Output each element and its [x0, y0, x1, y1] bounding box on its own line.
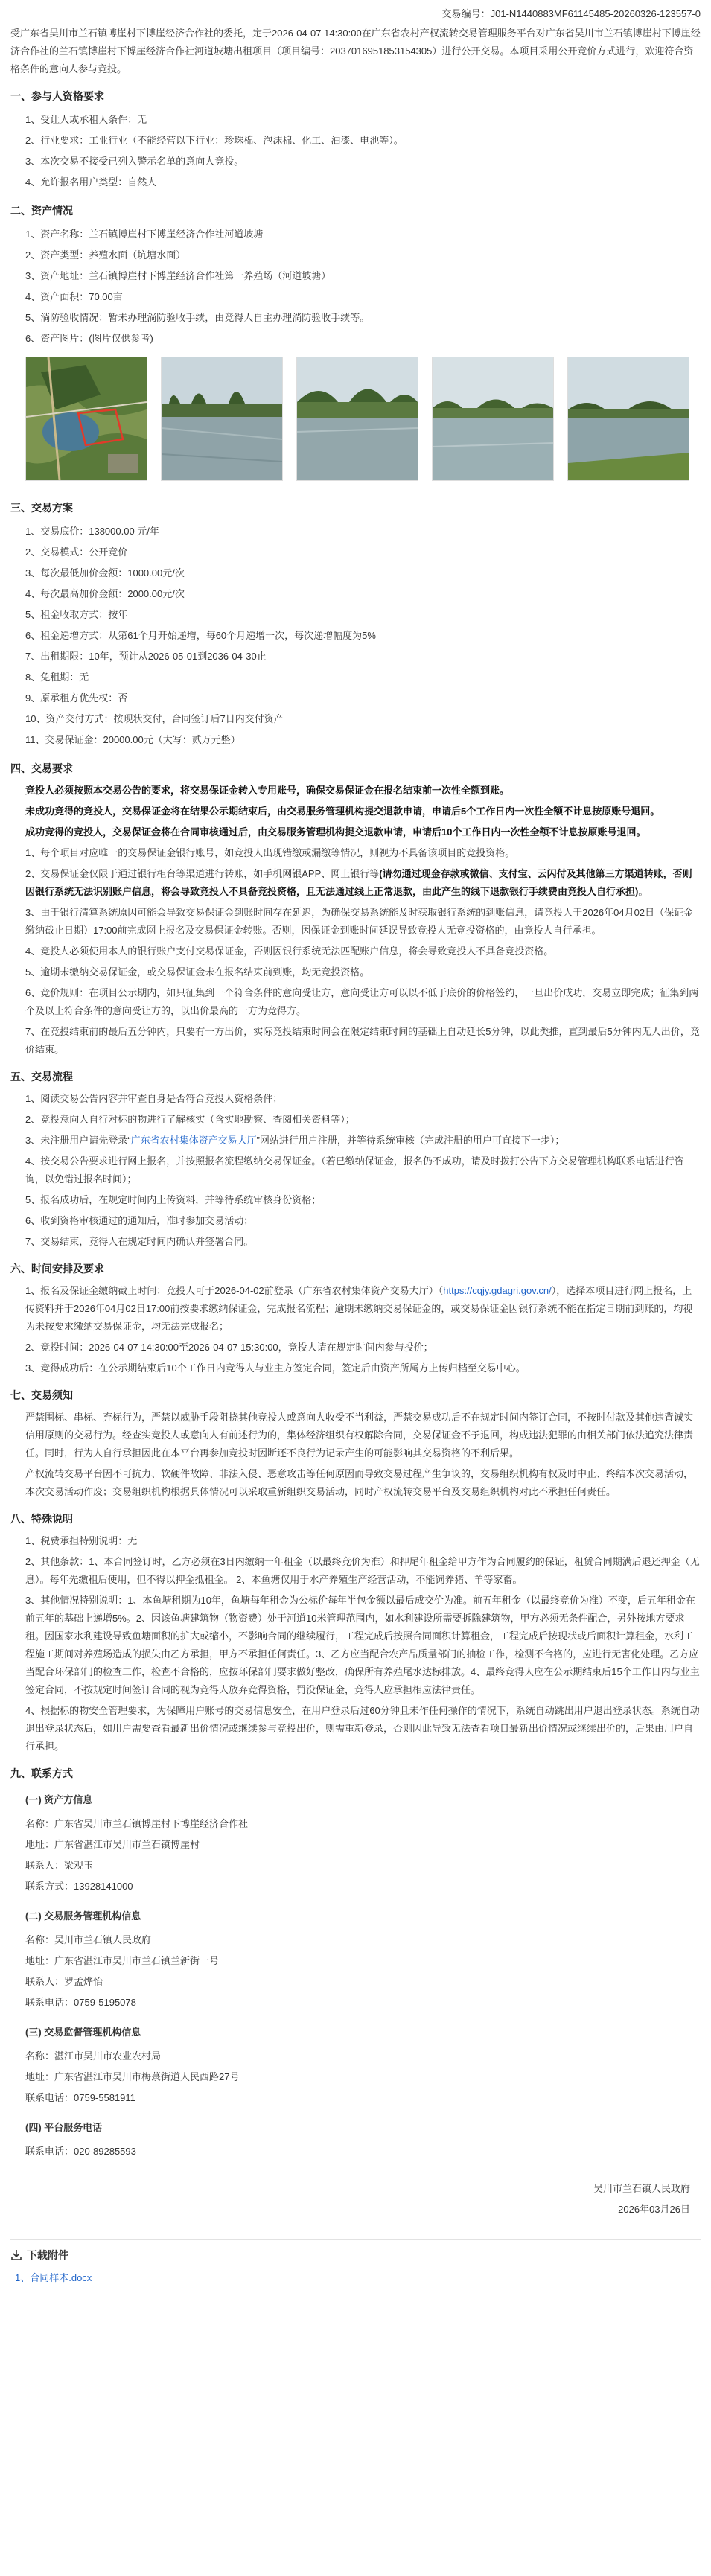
special-item: 1、税费承担特别说明：无: [25, 1535, 138, 1546]
contact-line: 地址：广东省湛江市吴川市兰石镇博崖村: [25, 1839, 200, 1850]
section-schedule-title: 六、时间安排及要求: [10, 1263, 104, 1275]
contact-group-supervision: [10, 2022, 701, 2108]
contact-group-heading: (三) 交易监督管理机构信息: [25, 2027, 141, 2038]
section-notice-title: 七、交易须知: [10, 1389, 73, 1401]
section-requirements-title: 四、交易要求: [10, 762, 73, 774]
process-item: 5、报名成功后，在规定时间内上传资料，并等待系统审核身份资格；: [25, 1194, 322, 1205]
requirement-item: 1、每个项目对应唯一的交易保证金银行账号，如竞投人出现错缴或漏缴等情况，则视为不具备该项目的竞投资格。: [25, 847, 515, 858]
schedule-item: 3、竞得成功后：在公示期结束后10个工作日内竞得人与业主方签定合同，签定后由资产所属方上传归档至交易中心。: [25, 1362, 526, 1374]
process-item: 6、收到资格审核通过的通知后，准时参加交易活动；: [25, 1215, 254, 1226]
notice-paragraph: 产权流转交易平台因不可抗力、软硬件故障、非法入侵、恶意攻击等任何原因而导致交易过程产生争议的，交易组织机构有权及时中止、终结本次交易活动，本次交易活动作废；交易组织机构根据具体情况可以采取重新组织交易活动，同时产权流转交易平台及交易组织机构对此不承担任何责任。: [25, 1468, 694, 1497]
deposit-refund-unsuccessful: 未成功竞得的竞投人，交易保证金将在结果公示期结束后，由交易服务管理机构提交退款申请，申请后5个工作日内一次性全额不计息按原账号退回。: [25, 806, 660, 817]
contact-line: 联系人：罗孟烨怡: [25, 1976, 103, 1987]
list-item: 2、交易模式：公开竞价: [25, 546, 128, 558]
list-item: 4、允许报名用户类型：自然人: [25, 176, 157, 188]
contact-group-heading: (四) 平台服务电话: [25, 2122, 103, 2133]
section-process-title: 五、交易流程: [10, 1071, 73, 1083]
requirement-item: 3、由于银行清算系统原因可能会导致交易保证金到账时间存在延迟，为确保交易系统能及时获取银行系统的到账信息，请竞投人于2026年04月02日（保证金缴纳截止日期）17:00前完成网上报名及交易保证金转账。否则，因保证金到账时间延误导致竞投人无竞投资格的，由竞投人自行承担。: [25, 907, 694, 936]
process-item: 1、阅读交易公告内容并审查自身是否符合竞投人资格条件；: [25, 1093, 283, 1104]
contact-line: 地址：广东省湛江市吴川市梅菉街道人民西路27号: [25, 2071, 240, 2082]
signature-block: [10, 2178, 701, 2220]
notice-paragraph: 严禁围标、串标、弃标行为，严禁以威胁手段阻挠其他竞投人或意向人收受不当利益，严禁交易成功后不在规定时间内签订合同，不按时付款及其他违背诚实信用原则的交易行为。经查实竞投人或意向人有前述行为的，集体经济组织有权解除合同，交易保证金不予退回，构成违法犯罪的由相关部门依法追究法律责任。同时，行为人自行承担因此在本平台再参加竞投时因断还不良行为记录产生的可能影响其交易资格的不利后果。: [25, 1412, 694, 1458]
requirement-item: 4、竞投人必须使用本人的银行账户支付交易保证金，否则因银行系统无法匹配账户信息，将会导致竞投人不具备竞投资格。: [25, 946, 554, 957]
asset-photo-aerial[interactable]: [25, 357, 147, 481]
deadline-text-end: ），选择本项目进行网上报名，上传资料并于2026年04月02日17:00前按要求缴纳保证金，完成报名流程；逾期未缴纳交易保证金的，或交易保证金因银行系统不能在指定日期前到账的，均视为未按要求缴纳交易保证金，均无法完成报名；: [25, 1285, 693, 1332]
list-item: 4、每次最高加价金额：2000.00元/次: [25, 588, 185, 599]
register-text: 3、未注册用户请先登录“: [25, 1135, 131, 1146]
trading-hall-link[interactable]: 广东省农村集体资产交易大厅: [130, 1135, 257, 1146]
special-item: 2、其他条款：1、本合同签订时，乙方必须在3日内缴纳一年租金（以最终竞价为准）和押尾年租金给甲方作为合同履约的保证，租赁合同期满后退还押金（无息）。每年先缴租后使用，但不得以押金抵租金。 2、本鱼塘仅用于水产养殖生产经营活动，不能饲养猪、羊等家畜。: [25, 1556, 700, 1585]
download-icon: [10, 2249, 22, 2261]
list-item: 4、资产面积：70.00亩: [25, 291, 123, 302]
list-item: 11、交易保证金：20000.00元（大写：贰万元整）: [25, 734, 240, 745]
contact-line: 联系方式：13928141000: [25, 1881, 133, 1892]
list-item: 10、资产交付方式：按现状交付，合同签订后7日内交付资产: [25, 713, 284, 724]
asset-photo-pond-3[interactable]: [432, 357, 554, 481]
list-item: 2、行业要求：工业行业（不能经营以下行业：珍珠棉、泡沫棉、化工、油漆、电池等）。: [25, 135, 404, 146]
platform-url-link[interactable]: https://cqjy.gdagri.gov.cn/: [443, 1285, 552, 1296]
contact-group-asset: [10, 1790, 701, 1897]
asset-photo-gallery: [10, 349, 701, 490]
list-item: 3、每次最低加价金额：1000.00元/次: [25, 567, 185, 578]
transfer-end: 。: [638, 886, 648, 897]
register-text-end: ”网站进行用户注册，并等待系统审核（完成注册的用户可直接下一步）；: [256, 1135, 565, 1146]
list-item: 8、免租期：无: [25, 672, 89, 683]
contact-group-heading: (一) 资产方信息: [25, 1794, 93, 1805]
attachment-section: [10, 2239, 701, 2286]
process-item: 2、竞投意向人自行对标的物进行了解核实（含实地勘察、查阅相关资料等）；: [25, 1114, 355, 1125]
list-item: 2、资产类型：养殖水面（坑塘水面）: [25, 249, 186, 261]
section-special-title: 八、特殊说明: [10, 1513, 73, 1525]
list-item: 5、租金收取方式：按年: [25, 609, 128, 620]
contact-line: 联系电话：0759-5581911: [25, 2092, 135, 2103]
asset-photo-pond-1[interactable]: [161, 357, 283, 481]
schedule-item-deadline: [10, 1282, 701, 1336]
list-item: 3、资产地址：兰石镇博崖村下博崖经济合作社第一养殖场（河道坡塘）: [25, 270, 331, 281]
list-item: 6、资产图片：(图片仅供参考): [25, 333, 153, 344]
list-item: 1、资产名称：兰石镇博崖村下博崖经济合作社河道坡塘: [25, 229, 264, 240]
list-item: 5、淌防验收情况：暂未办理淌防验收手续，由竞得人自主办理淌防验收手续等。: [25, 312, 370, 323]
section-asset-title: 二、资产情况: [10, 205, 73, 217]
transaction-number: 交易编号：J01-N1440883MF61145485-20260326-123557-0: [441, 8, 701, 19]
attachment-header: [10, 2248, 701, 2263]
contact-line: 名称：吴川市兰石镇人民政府: [25, 1934, 152, 1945]
trade-plan-list: [10, 521, 701, 750]
intro-paragraph: 受广东省吴川市兰石镇博崖村下博崖经济合作社的委托，定于2026-04-07 14:30:00在广东省农村产权流转交易管理服务平台对广东省吴川市兰石镇博崖村下博崖经济合作社的兰石镇博崖村下博崖经济合作社河道坡塘出租项目（项目编号：2037016951853154305）进行公开交易。本项目采用公开竞价方式进行，欢迎符合资格条件的意向人参与竞投。: [10, 28, 701, 74]
transfer-text: 2、交易保证金仅限于通过银行柜台等渠道进行转账，如手机网银APP、网上银行等: [25, 868, 380, 879]
contact-line: 联系人：梁观玉: [25, 1860, 94, 1871]
list-item: 1、受让人或承租人条件：无: [25, 114, 147, 125]
contact-line: 联系电话：0759-5195078: [25, 1997, 136, 2008]
requirement-item: 7、在竞投结束前的最后五分钟内，只要有一方出价，实际竞投结束时间会在限定结束时间的基础上自动延长5分钟，以此类推，直到最后5分钟内无人出价，竞价结束。: [25, 1026, 700, 1055]
requirement-item: 6、竞价规则：在项目公示期内，如只征集到一个符合条件的意向受让方，意向受让方可以以不低于底价的价格签约，一旦出价成功，交易立即完成；征集到两个及以上符合条件的意向受让方的，以出价最高的一方为竞得方。: [25, 987, 699, 1016]
signature-date: 2026年03月26日: [618, 2204, 690, 2215]
process-item-register: [10, 1132, 701, 1150]
asset-list: [10, 224, 701, 349]
deadline-text: 1、报名及保证金缴纳截止时间：竞投人可于2026-04-02前登录（广东省农村集体资产交易大厅）（: [25, 1285, 444, 1296]
qualification-list: [10, 109, 701, 193]
signature-org: 吴川市兰石镇人民政府: [593, 2183, 690, 2194]
contact-line: 名称：广东省吴川市兰石镇博崖村下博崖经济合作社: [25, 1818, 249, 1829]
attachment-file-link[interactable]: 1、合同样本.docx: [15, 2272, 92, 2283]
list-item: 6、租金递增方式：从第61个月开始递增，每60个月递增一次，每次递增幅度为5%: [25, 630, 376, 641]
list-item: 3、本次交易不接受已列入警示名单的意向人竞投。: [25, 156, 244, 167]
transfer-warning: (请勿通过现金存款或微信、支付宝、云闪付及其他第三方渠道转账，否则因银行系统无法识别账户信息，将会导致竞投人不具备竞投资格，且无法通过线上正常退款，由此产生的线下退款银行手续费由竞投人自行承担): [25, 868, 692, 897]
asset-photo-pond-4[interactable]: [567, 357, 689, 481]
deposit-refund-successful: 成功竞得的竞投人，交易保证金将在合同审核通过后，由交易服务管理机构提交退款申请，申请后10个工作日内一次性全额不计息按原账号退回。: [25, 826, 646, 838]
deposit-requirement: 竞投人必须按照本交易公告的要求，将交易保证金转入专用账号，确保交易保证金在报名结束前一次性全额到账。: [25, 785, 510, 796]
contact-line: 地址：广东省湛江市吴川市兰石镇兰新街一号: [25, 1955, 220, 1966]
section-contact-title: 九、联系方式: [10, 1767, 73, 1779]
list-item: 7、出租期限：10年，预计从2026-05-01到2036-04-30止: [25, 651, 267, 662]
attachment-title: 下载附件: [27, 2249, 68, 2261]
process-item: 4、按交易公告要求进行网上报名，并按照报名流程缴纳交易保证金。（若已缴纳保证金，报名仍不成功，请及时拨打公告下方交易管理机构联系电话进行咨询，以免错过报名时间）；: [25, 1155, 684, 1185]
schedule-item: 2、竞投时间：2026-04-07 14:30:00至2026-04-07 15:30:00，竞投人请在规定时间内参与投价；: [25, 1342, 433, 1353]
special-item: 4、根据标的物安全管理要求，为保障用户账号的交易信息安全，在用户登录后过60分钟且未作任何操作的情况下，系统自动跳出用户退出登录状态。系统自动退出登录状态后，如用户需要查看最新出价情况或继续参与竞投出价，则需重新登录，否则因此导致无法查看项目最新出价情况或继续出价的，后果由用户自行承担。: [25, 1705, 700, 1752]
contact-group-service: [10, 1906, 701, 2013]
requirement-item: 5、逾期未缴纳交易保证金，或交易保证金未在报名结束前到账，均无竞投资格。: [25, 966, 370, 978]
requirement-item-transfer: [10, 865, 701, 901]
special-item: 3、其他情况特别说明：1、本鱼塘租期为10年，鱼塘每年租金为公标价每年半包金额以最后成交价为准。前五年租金（以最终竞价为准）不变，后五年租金在前五年的基础上递增5%。2、因该鱼塘建筑物（物资费）处于河道10米管理范围内，如水利建设所需要拆除建筑物，甲方必须无条件配合，另外按地方要求租。因国家水利建设导致鱼塘面积的扩大或缩小，不影响合同的继续履行，工程完成后按照合同面积计算租金，工程完成后按现状或后面积计算租金，水利工程施工期间对养殖场造成的损失由乙方承担，甲方不承担任何责任。3、乙方应当配合农产品质量部门的抽检工作，检测不合格的，应进行无害化处理。乙方应当配合环保部门的检查工作，检查不合格的，应按环保部门要求做好整改，确保所有养殖尾水达标排放。4、最终竞得人应在公示期结束后15个工作日内与业主签定合同，不按规定时间签订合同的视为竞得人放弃竞得资格，罚没保证金，竞得人应承担相应法律责任。: [25, 1595, 700, 1695]
section-trade-plan-title: 三、交易方案: [10, 502, 73, 514]
asset-photo-pond-2[interactable]: [296, 357, 418, 481]
process-item: 7、交易结束，竞得人在规定时间内确认并签署合同。: [25, 1236, 254, 1247]
contact-group-platform: [10, 2117, 701, 2162]
contact-line: 名称：湛江市吴川市农业农村局: [25, 2050, 162, 2062]
contact-line: 联系电话：020-89285593: [25, 2146, 136, 2157]
contact-group-heading: (二) 交易服务管理机构信息: [25, 1910, 141, 1922]
list-item: 1、交易底价：138000.00 元/年: [25, 526, 159, 537]
list-item: 9、原承租方优先权：否: [25, 692, 128, 704]
section-qualification-title: 一、参与人资格要求: [10, 90, 104, 102]
